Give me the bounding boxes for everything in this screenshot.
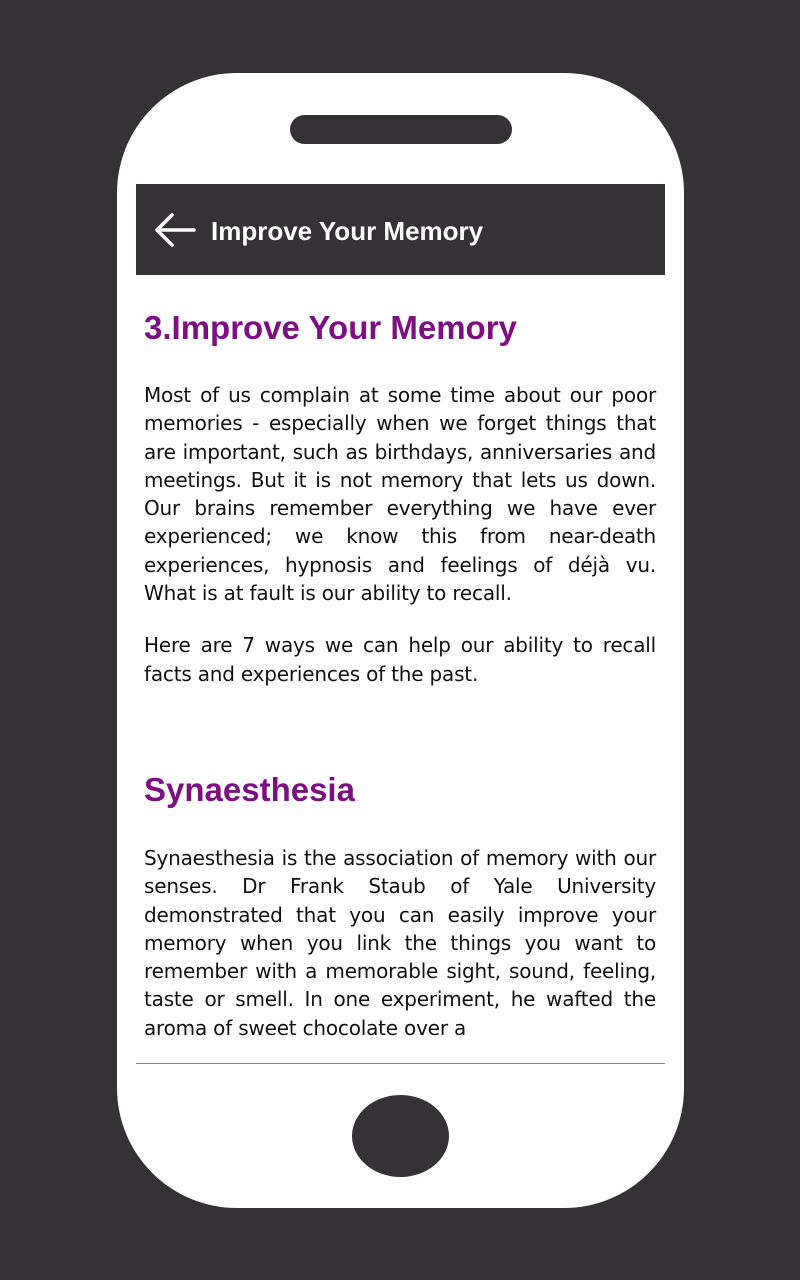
arrow-left-icon (152, 210, 198, 250)
app-bar (136, 184, 665, 275)
section-paragraph-synaesthesia: Synaesthesia is the association of memory with our senses. Dr Frank Staub of Yale University demonstrated that you can easily improve your memory when you link the things you want to remember with a memorable sight, sound, feeling, taste or smell. In one experiment, he wafted the aroma of sweet chocolate over a (144, 845, 656, 1040)
app-screen[interactable] (136, 184, 665, 1064)
phone-speaker (290, 115, 512, 144)
article-heading: 3.Improve Your Memory (144, 309, 517, 346)
back-button[interactable] (152, 210, 198, 250)
article-content (144, 275, 656, 1042)
article-paragraph: Most of us complain at some time about our poor memories - especially when we forget things that are important, such as birthdays, anniversaries and meetings. But it is not memory that lets us down. Our brains remember everything we have ever experienced; we know this from near-death experiences, hypnosis and feelings of déjà vu. What is at fault is our ability to recall. (144, 383, 656, 606)
article-paragraph: Here are 7 ways we can help our ability to recall facts and experiences of the past. (144, 633, 656, 686)
section-heading-synaesthesia: Synaesthesia (144, 770, 355, 808)
home-button[interactable] (352, 1095, 449, 1177)
app-bar-title: Improve Your Memory (211, 216, 484, 246)
